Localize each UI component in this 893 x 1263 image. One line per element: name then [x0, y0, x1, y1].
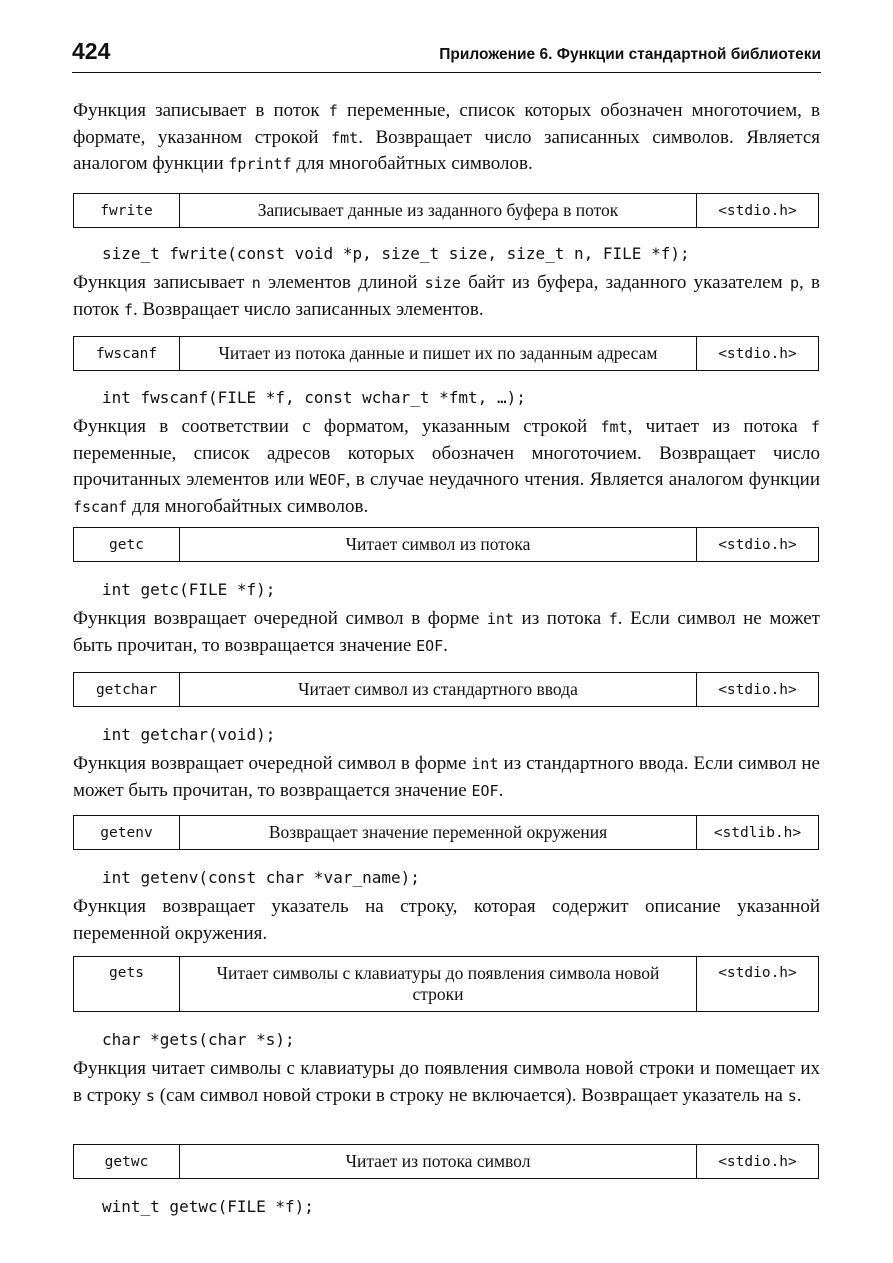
function-summary: Читает символы с клавиатуры до появления символа новой строки: [180, 957, 697, 1011]
function-summary: Возвращает значение переменной окружения: [180, 816, 697, 849]
function-prototype: wint_t getwc(FILE *f);: [102, 1197, 314, 1216]
function-header-file: <stdio.h>: [718, 536, 797, 553]
text-segment: . Возвращает число записанных символов. Является аналогом функции: [73, 126, 820, 174]
function-description: [73, 606, 820, 659]
text-segment: .: [498, 779, 504, 801]
text-segment: Функция записывает в поток: [73, 100, 329, 121]
text-segment: .: [796, 1084, 802, 1106]
text-segment: для многобайтных символов.: [127, 495, 369, 517]
inline-code: fmt: [600, 418, 628, 436]
function-description: [73, 414, 820, 520]
function-header-file: <stdlib.h>: [713, 824, 802, 841]
function-summary: Читает символ из потока: [180, 528, 697, 561]
text-segment: , читает из потока: [627, 416, 811, 437]
function-prototype: int getc(FILE *f);: [102, 580, 276, 599]
inline-code: f: [328, 102, 338, 120]
intro-paragraph: [73, 98, 820, 178]
chapter-title: Приложение 6. Функции стандартной библиотеки: [439, 46, 821, 63]
function-header-file: <stdio.h>: [718, 345, 797, 362]
function-description: [73, 894, 820, 947]
inline-code: EOF: [416, 636, 444, 655]
text-segment: переменные, список которых обозначен многоточием, в формате, указанном строкой: [73, 100, 820, 148]
text-segment: Функция в соответствии с форматом, указанным строкой: [73, 416, 601, 437]
text-segment: переменные, список адресов которых обозначен многоточием. Возвращает число прочитанных элементов или: [73, 442, 820, 490]
function-prototype: size_t fwrite(const void *p, size_t size, size_t n, FILE *f);: [102, 244, 690, 263]
text-segment: для многобайтных символов.: [291, 153, 533, 174]
page-number: 424: [72, 38, 111, 64]
function-table-gets: [73, 956, 819, 1012]
inline-code: s: [787, 1086, 797, 1105]
function-prototype: int getchar(void);: [102, 725, 276, 744]
text-segment: Функция возвращает указатель на строку, которая содержит описание указанной переменной окружения.: [73, 896, 820, 944]
inline-code: WEOF: [309, 471, 346, 489]
text-segment: Функция возвращает очередной символ в форме: [73, 753, 472, 774]
text-segment: элементов длиной: [260, 272, 425, 293]
function-header-file: <stdio.h>: [718, 965, 797, 981]
function-table-fwscanf: [73, 336, 819, 371]
function-table-getchar: [73, 672, 819, 707]
function-header-file: <stdio.h>: [718, 681, 797, 698]
function-summary: Читает из потока символ: [180, 1145, 697, 1178]
function-description: [73, 1056, 820, 1109]
text-segment: . Если символ не может быть прочитан, то возвращается значение: [73, 608, 820, 656]
function-name: fwrite: [74, 194, 180, 227]
function-name: gets: [74, 957, 180, 1011]
inline-code: n: [251, 274, 261, 292]
inline-code: int: [486, 610, 514, 628]
inline-code: size: [424, 274, 461, 292]
function-header-file: <stdio.h>: [718, 1153, 797, 1170]
inline-code: fscanf: [73, 497, 128, 516]
inline-code: s: [145, 1086, 155, 1105]
function-header-file: <stdio.h>: [718, 202, 797, 219]
function-name: getchar: [74, 673, 180, 706]
inline-code: fprintf: [228, 155, 292, 173]
inline-code: fmt: [331, 128, 359, 147]
function-prototype: int fwscanf(FILE *f, const wchar_t *fmt, …);: [102, 388, 526, 407]
function-name: getenv: [74, 816, 180, 849]
inline-code: f: [123, 300, 133, 319]
function-prototype: int getenv(const char *var_name);: [102, 868, 420, 887]
inline-code: int: [471, 755, 499, 773]
text-segment: Функция возвращает очередной символ в форме: [73, 608, 487, 629]
function-summary: Записывает данные из заданного буфера в поток: [180, 194, 697, 227]
function-name: getc: [74, 528, 180, 561]
function-prototype: char *gets(char *s);: [102, 1030, 295, 1049]
text-segment: Функция записывает: [73, 272, 252, 293]
function-name: getwc: [74, 1145, 180, 1178]
function-summary: Читает из потока данные и пишет их по заданным адресам: [180, 337, 697, 370]
text-segment: , в случае неудачного чтения. Является аналогом функции: [345, 469, 820, 490]
function-summary: Читает символ из стандартного ввода: [180, 673, 697, 706]
text-segment: Функция читает символы с клавиатуры до появления символа новой строки и помещает их в строку: [73, 1058, 820, 1106]
function-table-getenv: [73, 815, 819, 850]
function-table-fwrite: [73, 193, 819, 228]
inline-code: f: [810, 418, 820, 436]
function-name: fwscanf: [74, 337, 180, 370]
function-description: [73, 751, 820, 804]
function-table-getc: [73, 527, 819, 562]
inline-code: p: [789, 274, 799, 292]
function-description: [73, 270, 820, 323]
text-segment: байт из буфера, заданного указателем: [460, 272, 790, 293]
inline-code: EOF: [471, 781, 499, 800]
text-segment: .: [443, 634, 448, 656]
text-segment: , в поток: [73, 272, 820, 320]
inline-code: f: [608, 610, 618, 628]
text-segment: из стандартного ввода. Если символ не может быть прочитан, то возвращается значение: [73, 753, 820, 801]
function-table-getwc: [73, 1144, 819, 1179]
text-segment: . Возвращает число записанных элементов.: [132, 298, 484, 320]
text-segment: из потока: [513, 608, 609, 629]
running-header: [72, 38, 821, 73]
text-segment: (сам символ новой строки в строку не включается). Возвращает указатель на: [154, 1084, 788, 1106]
